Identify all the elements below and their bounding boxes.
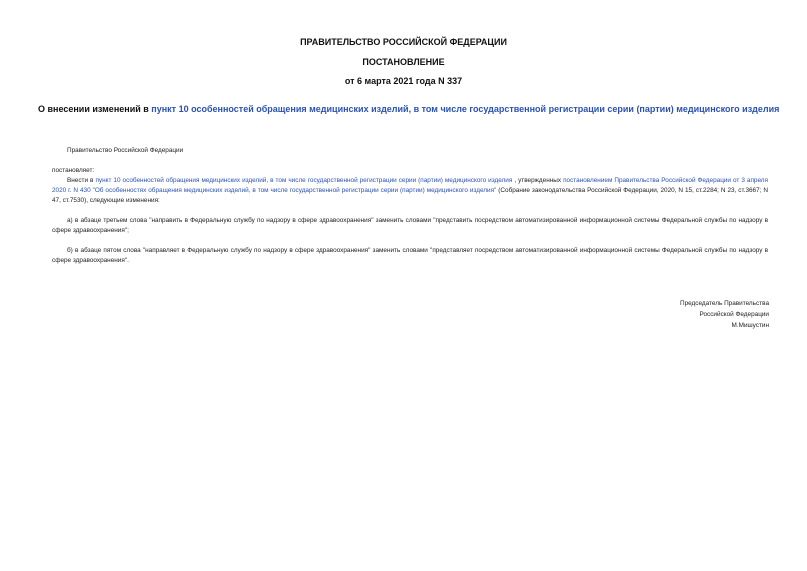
signature-position: Председатель Правительства <box>680 300 769 307</box>
government-heading: ПРАВИТЕЛЬСТВО РОССИЙСКОЙ ФЕДЕРАЦИИ <box>300 37 507 47</box>
document-type: ПОСТАНОВЛЕНИЕ <box>362 57 445 67</box>
title-prefix: О внесении изменений в <box>38 104 152 114</box>
document-date-number: от 6 марта 2021 года N 337 <box>344 76 463 86</box>
signature-country: Российской Федерации <box>699 311 769 318</box>
document-title <box>38 104 778 115</box>
paragraph-item-a: а) в абзаце третьем слова "направить в Федеральную службу по надзору в сфере здравоохранения" заменить словами "представить посредством автоматизированной информационной системы Федеральной службы по надзору в сфере здравоохранения"; <box>52 217 768 234</box>
signature-name: М.Мишустин <box>731 322 769 329</box>
p1-link-item10[interactable]: пункт 10 особенностей обращения медицинских изделий, в том числе государственной регистрации серии (партии) медицинского изделия <box>95 177 513 184</box>
resolves-text: постановляет: <box>52 167 95 174</box>
p1-end: (Собрание законодательства Российской Федерации, 2020, N 15, ст.2284; N 23, ст.3667; N 47, ст.7530), следующие изменения: <box>52 187 768 204</box>
p1-start: Внести в <box>67 177 96 184</box>
p1-mid: , утвержденных <box>512 177 564 184</box>
title-link[interactable]: пункт 10 особенностей обращения медицинских изделий, в том числе государственной регистрации серии (партии) медицинского изделия <box>151 104 780 114</box>
paragraph-item-b: б) в абзаце пятом слова "направляет в Федеральную службу по надзору в сфере здравоохранения" заменить словами "представляет посредством автоматизированной информационной системы Федеральной службы по надзору в сфере здравоохранения". <box>52 247 768 264</box>
p1-link-resolution-430[interactable]: постановлением Правительства Российской Федерации от 3 апреля 2020 г. N 430 "Об особенностях обращения медицинских изделий, в том числе государственной регистрации серии (партии) медицинского изделия" <box>52 177 768 194</box>
paragraph-main <box>52 176 768 206</box>
issuer-text: Правительство Российской Федерации <box>67 147 184 154</box>
